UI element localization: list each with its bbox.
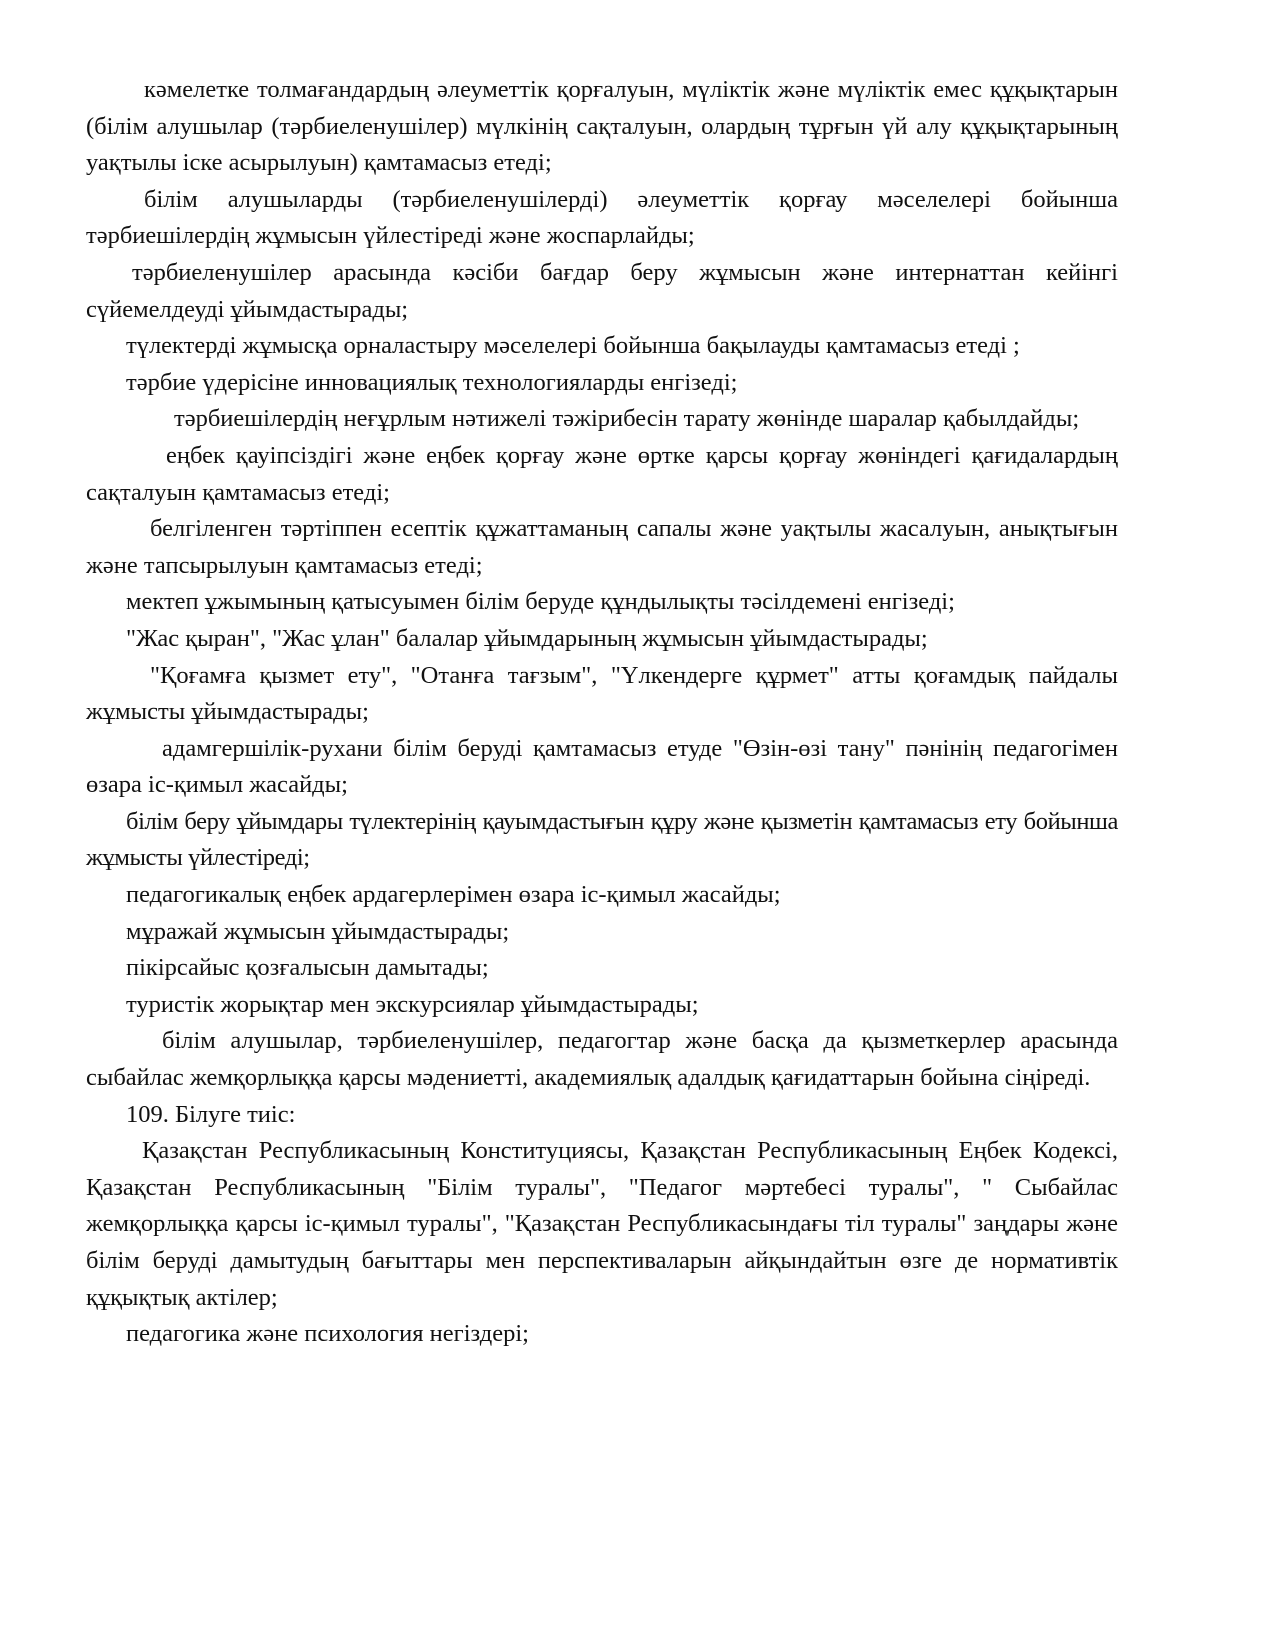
paragraph-debate: пікірсайыс қозғалысын дамытады; xyxy=(126,954,489,982)
paragraph-innovation: тәрбие үдерісіне инновациялық технологияларды енгізеді; xyxy=(126,368,738,396)
paragraph-community-work: "Қоғамға қызмет ету", "Отанға тағзым", "Үлкендерге құрмет" атты қоғамдық пайдалы жұмысты ұйымдастырады; xyxy=(86,661,1118,726)
paragraph-veterans: педагогикалық еңбек ардагерлерімен өзара іс-қимыл жасайды; xyxy=(126,881,781,909)
paragraph-pedagogy-psychology: педагогика және психология негіздері; xyxy=(126,1320,529,1348)
paragraph-museum: мұражай жұмысын ұйымдастырады; xyxy=(126,917,510,945)
paragraph-anti-corruption: білім алушылар, тәрбиеленушілер, педагогтар және басқа да қызметкерлер арасында сыбайлас жемқорлыққа қарсы мәдениетті, академиялық адалдық қағидаттарын бойына сіңіреді. xyxy=(86,1027,1118,1092)
paragraph-safety-rules: еңбек қауіпсіздігі және еңбек қорғау және өртке қарсы қорғау жөніндегі қағидалардың сақталуын қамтамасыз етеді; xyxy=(86,441,1118,506)
paragraph-tourism: туристік жорықтар мен экскурсиялар ұйымдастырады; xyxy=(126,990,699,1018)
paragraph-self-knowledge: адамгершілік-рухани білім беруді қамтамасыз етуде "Өзін-өзі тану" пәнінің педагогімен өзара іс-қимыл жасайды; xyxy=(86,734,1118,799)
document-page xyxy=(86,72,1118,1353)
paragraph-legislation: Қазақстан Республикасының Конституциясы, Қазақстан Республикасының Еңбек Кодексі, Қазақстан Республикасының "Білім туралы", "Педагог мәртебесі туралы", " Сыбайлас жемқорлыққа қарсы іс-қимыл туралы", "Қазақстан Республикасындағы тіл туралы" заңдары және білім беруді дамытудың бағыттары мен перспективаларын айқындайтын өзге де нормативтік құқықтық актілер; xyxy=(86,1137,1118,1311)
paragraph-values-approach: мектеп ұжымының қатысуымен білім беруде құндылықты тәсілдемені енгізеді; xyxy=(126,588,955,616)
paragraph-best-practice: тәрбиешілердің неғұрлым нәтижелі тәжірибесін тарату жөнінде шаралар қабылдайды; xyxy=(174,405,1080,433)
paragraph-social-protection: білім алушыларды (тәрбиеленушілерді) әлеуметтік қорғау мәселелері бойынша тәрбиешілердің жұмысын үйлестіреді және жоспарлайды; xyxy=(86,185,1118,250)
paragraph-alumni-association: білім беру ұйымдары түлектерінің қауымдастығын құру және қызметін қамтамасыз ету бойынша жұмысты үйлестіреді; xyxy=(86,807,1118,872)
paragraph-youth-organizations: "Жас қыран", "Жас ұлан" балалар ұйымдарының жұмысын ұйымдастырады; xyxy=(126,624,928,652)
paragraph-minors-protection: кәмелетке толмағандардың әлеуметтік қорғалуын, мүліктік және мүліктік емес құқықтарын (білім алушылар (тәрбиеленушілер) мүлкінің сақталуын, олардың тұрғын үй алу құқықтарының уақтылы іске асырылуын) қамтамасыз етеді; xyxy=(86,76,1118,177)
paragraph-graduate-employment: түлектерді жұмысқа орналастыру мәселелері бойынша бақылауды қамтамасыз етеді ; xyxy=(126,332,1020,360)
paragraph-career-guidance: тәрбиеленушілер арасында кәсіби бағдар беру жұмысын және интернаттан кейінгі сүйемелдеуді ұйымдастырады; xyxy=(86,258,1118,323)
paragraph-reporting: белгіленген тәртіппен есептік құжаттаманың сапалы және уақтылы жасалуын, анықтығын және тапсырылуын қамтамасыз етеді; xyxy=(86,515,1118,579)
section-heading-must-know: 109. Білуге тиіс: xyxy=(126,1100,296,1128)
